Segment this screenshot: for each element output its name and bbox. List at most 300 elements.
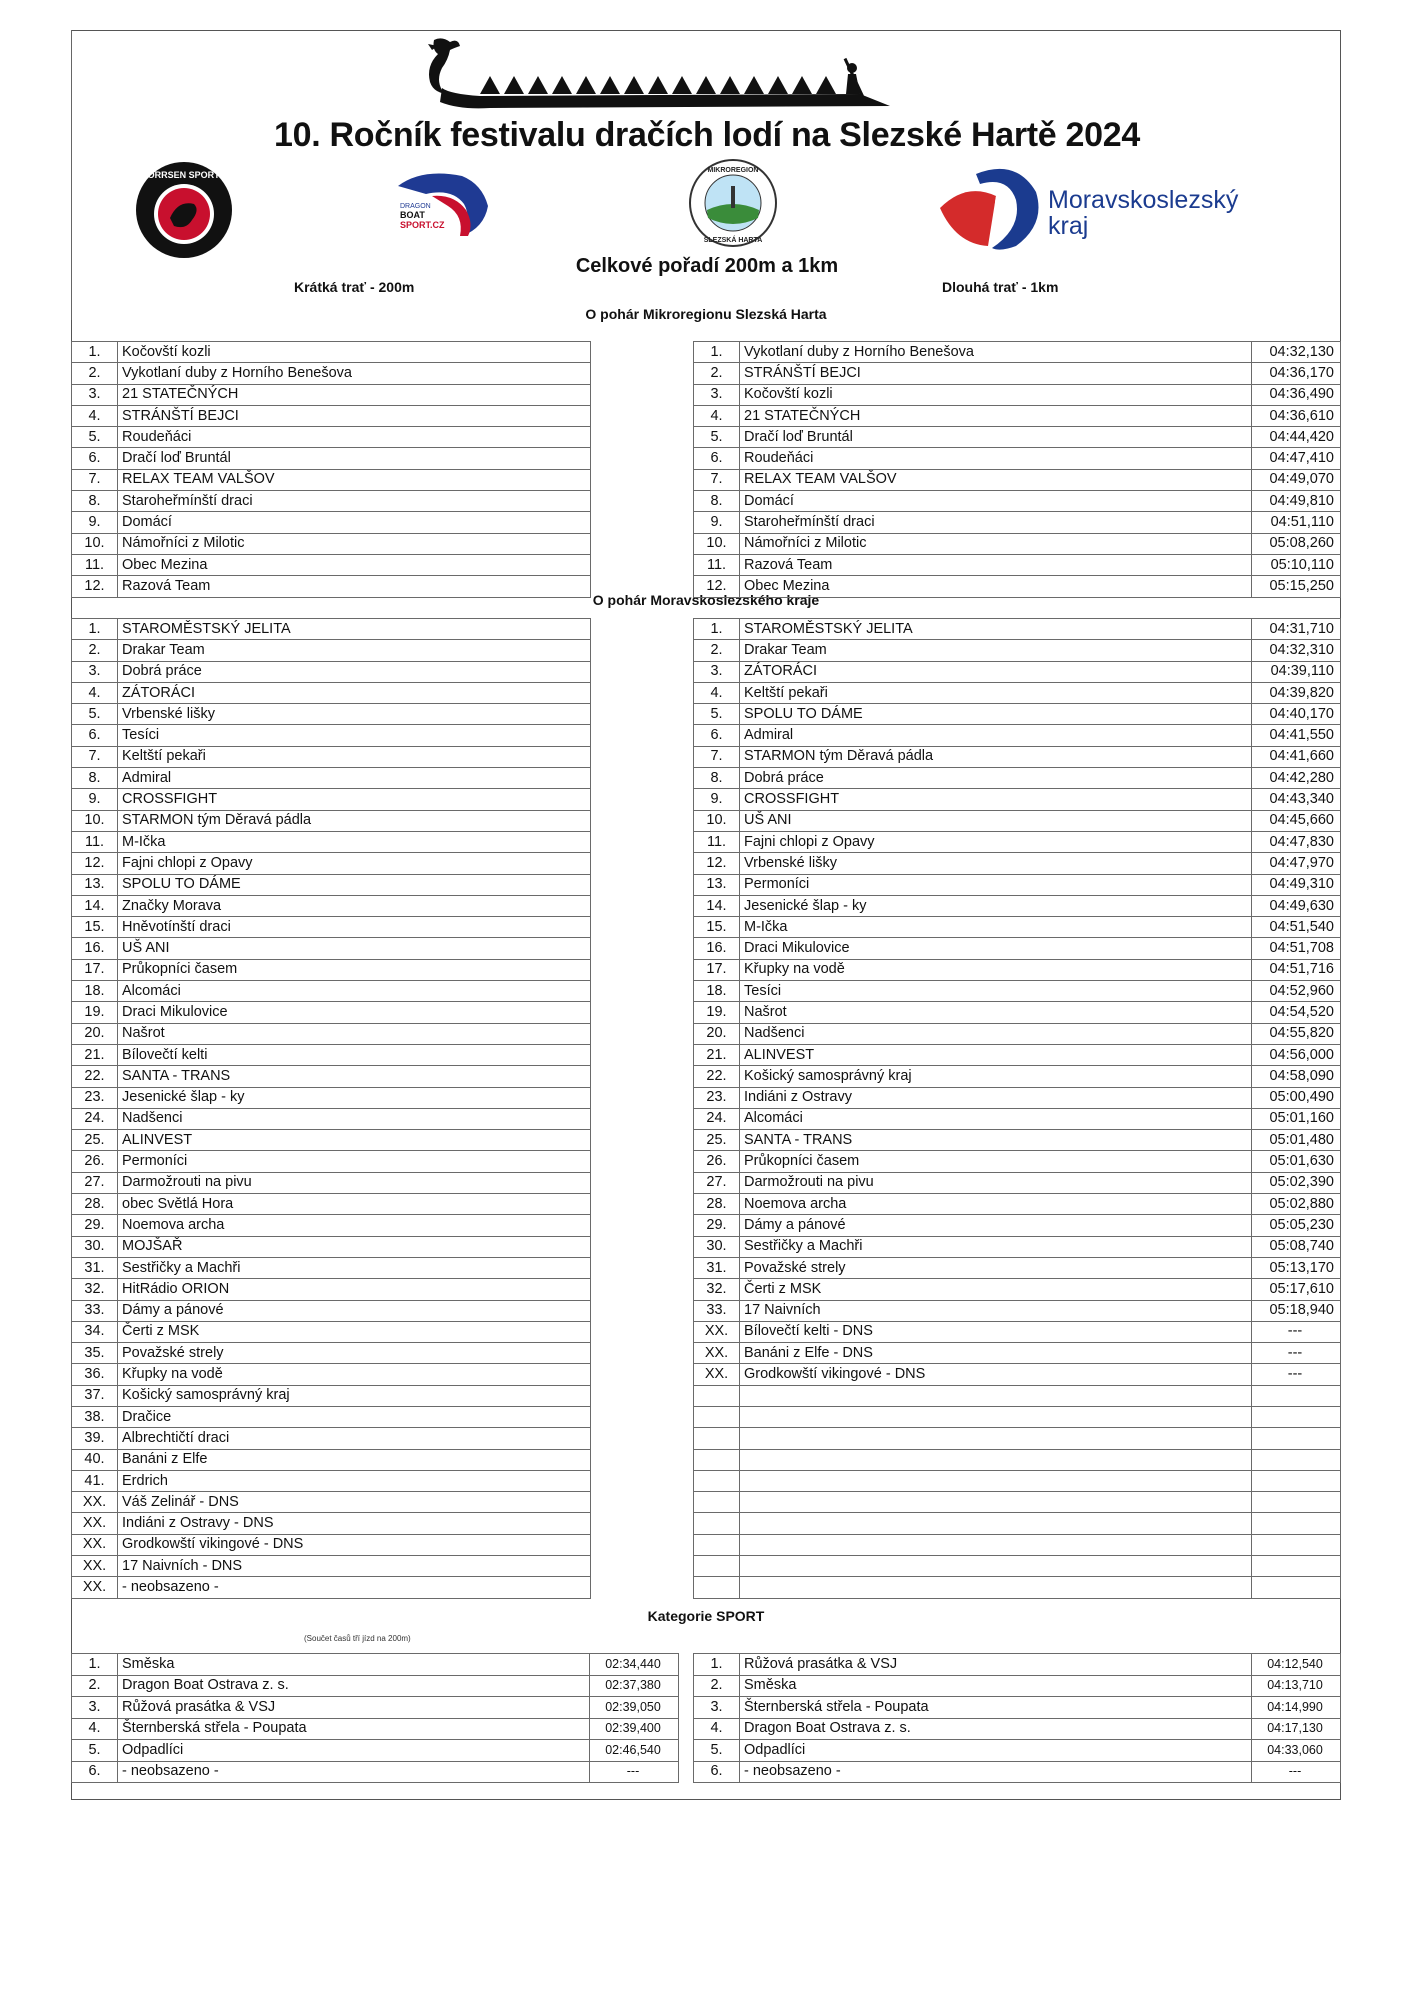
team-cell: Vrbenské lišky: [118, 704, 591, 725]
table-row: [694, 1087, 1341, 1108]
table-row: [694, 1108, 1341, 1129]
team-cell: UŠ ANI: [118, 938, 591, 959]
time-cell: ---: [1252, 1761, 1341, 1783]
rank-cell: 9.: [72, 512, 118, 533]
table-row: [72, 1428, 591, 1449]
time-cell: [1252, 1470, 1341, 1491]
table-row: [694, 1066, 1341, 1087]
team-cell: Grodkowští vikingové - DNS: [740, 1364, 1252, 1385]
rank-cell: 11.: [694, 554, 740, 575]
rank-cell: XX.: [694, 1321, 740, 1342]
team-cell: Směska: [118, 1654, 590, 1676]
team-cell: Značky Morava: [118, 895, 591, 916]
table-row: [72, 405, 591, 426]
time-cell: 04:32,310: [1252, 640, 1341, 661]
time-cell: [1252, 1534, 1341, 1555]
table-row: [694, 1428, 1341, 1449]
time-cell: 04:39,110: [1252, 661, 1341, 682]
time-cell: 04:49,070: [1252, 469, 1341, 490]
table-row: [694, 1172, 1341, 1193]
mikro-short-table: [71, 341, 591, 598]
team-cell: CROSSFIGHT: [118, 789, 591, 810]
team-cell: Permoníci: [118, 1151, 591, 1172]
time-cell: 05:01,480: [1252, 1130, 1341, 1151]
rank-cell: [694, 1534, 740, 1555]
team-cell: Admiral: [740, 725, 1252, 746]
rank-cell: 28.: [72, 1194, 118, 1215]
team-cell: Indiáni z Ostravy: [740, 1087, 1252, 1108]
team-cell: [740, 1492, 1252, 1513]
rank-cell: 16.: [72, 938, 118, 959]
team-cell: Dračí loď Bruntál: [118, 448, 591, 469]
team-cell: Fajni chlopi z Opavy: [118, 853, 591, 874]
team-cell: [740, 1428, 1252, 1449]
rank-cell: 8.: [694, 768, 740, 789]
time-cell: 05:13,170: [1252, 1257, 1341, 1278]
time-cell: 04:14,990: [1252, 1697, 1341, 1719]
team-cell: [740, 1534, 1252, 1555]
team-cell: Bílovečtí kelti - DNS: [740, 1321, 1252, 1342]
team-cell: 17 Naivních - DNS: [118, 1556, 591, 1577]
rank-cell: [694, 1577, 740, 1598]
table-row: [72, 491, 591, 512]
table-row: [72, 746, 591, 767]
team-cell: Dragon Boat Ostrava z. s.: [740, 1718, 1252, 1740]
team-cell: 17 Naivních: [740, 1300, 1252, 1321]
team-cell: SPOLU TO DÁME: [118, 874, 591, 895]
time-cell: 05:01,630: [1252, 1151, 1341, 1172]
table-row: [694, 576, 1341, 597]
time-cell: [1252, 1577, 1341, 1598]
rank-cell: 13.: [694, 874, 740, 895]
time-cell: 05:08,740: [1252, 1236, 1341, 1257]
table-row: [694, 1761, 1341, 1783]
time-cell: ---: [1252, 1364, 1341, 1385]
team-cell: [740, 1406, 1252, 1427]
rank-cell: 9.: [694, 512, 740, 533]
time-cell: 04:33,060: [1252, 1740, 1341, 1762]
rank-cell: 3.: [694, 661, 740, 682]
time-cell: 05:10,110: [1252, 554, 1341, 575]
table-row: [694, 1279, 1341, 1300]
rank-cell: 31.: [72, 1257, 118, 1278]
table-row: [694, 704, 1341, 725]
table-row: [72, 384, 591, 405]
rank-cell: XX.: [694, 1364, 740, 1385]
dragon-boat-graphic: [420, 36, 900, 112]
team-cell: Dobrá práce: [118, 661, 591, 682]
table-row: [72, 1761, 679, 1783]
time-cell: 04:31,710: [1252, 619, 1341, 640]
team-cell: Košický samosprávný kraj: [118, 1385, 591, 1406]
rank-cell: 11.: [72, 554, 118, 575]
team-cell: Nadšenci: [740, 1023, 1252, 1044]
team-cell: Darmožrouti na pivu: [118, 1172, 591, 1193]
rank-cell: XX.: [72, 1492, 118, 1513]
rank-cell: 40.: [72, 1449, 118, 1470]
team-cell: Vrbenské lišky: [740, 853, 1252, 874]
team-cell: SANTA - TRANS: [740, 1130, 1252, 1151]
team-cell: Košický samosprávný kraj: [740, 1066, 1252, 1087]
rank-cell: 10.: [694, 810, 740, 831]
team-cell: RELAX TEAM VALŠOV: [118, 469, 591, 490]
table-row: [72, 1321, 591, 1342]
table-row: [694, 1151, 1341, 1172]
team-cell: 21 STATEČNÝCH: [740, 405, 1252, 426]
table-row: [72, 1492, 591, 1513]
team-cell: Sestřičky a Machři: [740, 1236, 1252, 1257]
rank-cell: 12.: [694, 576, 740, 597]
table-row: [694, 1492, 1341, 1513]
rank-cell: 6.: [72, 725, 118, 746]
time-cell: 02:39,050: [590, 1697, 679, 1719]
page-title: 10. Ročník festivalu dračích lodí na Slezské Hartě 2024: [273, 116, 1140, 154]
time-cell: 04:13,710: [1252, 1675, 1341, 1697]
mikroregion-logo-top: MIKROREGION: [707, 167, 759, 174]
time-cell: [1252, 1513, 1341, 1534]
time-cell: 02:46,540: [590, 1740, 679, 1762]
team-cell: SPOLU TO DÁME: [740, 704, 1252, 725]
team-cell: Jesenické šlap - ky: [740, 895, 1252, 916]
team-cell: Dámy a pánové: [118, 1300, 591, 1321]
team-cell: Považské strely: [118, 1343, 591, 1364]
table-row: [694, 810, 1341, 831]
table-row: [72, 831, 591, 852]
rank-cell: 23.: [694, 1087, 740, 1108]
time-cell: 04:41,660: [1252, 746, 1341, 767]
team-cell: Váš Zelinář - DNS: [118, 1492, 591, 1513]
rank-cell: 7.: [694, 746, 740, 767]
rank-cell: 10.: [694, 533, 740, 554]
time-cell: 04:36,610: [1252, 405, 1341, 426]
time-cell: ---: [1252, 1321, 1341, 1342]
kraj-logo-line1: Moravskoslezský: [1048, 186, 1239, 214]
table-row: [694, 725, 1341, 746]
team-cell: Křupky na vodě: [118, 1364, 591, 1385]
table-row: [694, 1556, 1341, 1577]
table-row: [694, 384, 1341, 405]
team-cell: Obec Mezina: [740, 576, 1252, 597]
table-row: [72, 1470, 591, 1491]
team-cell: Obec Mezina: [118, 554, 591, 575]
table-row: [72, 1108, 591, 1129]
team-cell: [740, 1470, 1252, 1491]
section-title-mikroregion: O pohár Mikroregionu Slezská Harta: [585, 306, 827, 322]
rank-cell: 26.: [694, 1151, 740, 1172]
team-cell: STAROMĚSTSKÝ JELITA: [118, 619, 591, 640]
team-cell: Noemova archa: [740, 1194, 1252, 1215]
table-row: [72, 938, 591, 959]
team-cell: Keltští pekaři: [118, 746, 591, 767]
time-cell: 05:15,250: [1252, 576, 1341, 597]
table-row: [694, 1534, 1341, 1555]
rank-cell: 25.: [694, 1130, 740, 1151]
time-cell: 04:52,960: [1252, 981, 1341, 1002]
team-cell: 21 STATEČNÝCH: [118, 384, 591, 405]
rank-cell: 19.: [694, 1002, 740, 1023]
table-row: [72, 1449, 591, 1470]
table-row: [694, 1002, 1341, 1023]
table-row: [72, 554, 591, 575]
team-cell: Směska: [740, 1675, 1252, 1697]
rank-cell: 29.: [72, 1215, 118, 1236]
table-row: [694, 874, 1341, 895]
time-cell: 04:49,310: [1252, 874, 1341, 895]
time-cell: [1252, 1492, 1341, 1513]
rank-cell: 2.: [694, 363, 740, 384]
team-cell: Admiral: [118, 768, 591, 789]
team-cell: Keltští pekaři: [740, 682, 1252, 703]
time-cell: 04:36,490: [1252, 384, 1341, 405]
rank-cell: 39.: [72, 1428, 118, 1449]
table-row: [72, 1364, 591, 1385]
team-cell: [740, 1449, 1252, 1470]
rank-cell: 1.: [72, 1654, 118, 1676]
team-cell: Roudeňáci: [118, 427, 591, 448]
table-row: [694, 1023, 1341, 1044]
team-cell: UŠ ANI: [740, 810, 1252, 831]
sport-note: (Součet časů tří jízd na 200m): [304, 1634, 411, 1643]
table-row: [694, 768, 1341, 789]
time-cell: 04:51,110: [1252, 512, 1341, 533]
team-cell: Růžová prasátka & VSJ: [118, 1697, 590, 1719]
team-cell: Staroheřmínští draci: [740, 512, 1252, 533]
table-row: [72, 1257, 591, 1278]
rank-cell: 35.: [72, 1343, 118, 1364]
rank-cell: 5.: [694, 704, 740, 725]
table-row: [694, 1194, 1341, 1215]
time-cell: 04:44,420: [1252, 427, 1341, 448]
table-row: [694, 1364, 1341, 1385]
table-row: [72, 448, 591, 469]
rank-cell: 34.: [72, 1321, 118, 1342]
team-cell: Dračí loď Bruntál: [740, 427, 1252, 448]
team-cell: [740, 1577, 1252, 1598]
rank-cell: 38.: [72, 1406, 118, 1427]
table-row: [72, 1513, 591, 1534]
rank-cell: 30.: [694, 1236, 740, 1257]
long-track-heading: Dlouhá trať - 1km: [942, 279, 1059, 295]
rank-cell: 20.: [694, 1023, 740, 1044]
table-row: [694, 1215, 1341, 1236]
rank-cell: 8.: [694, 491, 740, 512]
table-row: [72, 427, 591, 448]
table-row: [72, 1087, 591, 1108]
table-row: [694, 533, 1341, 554]
table-row: [72, 512, 591, 533]
table-row: [72, 895, 591, 916]
rank-cell: [694, 1385, 740, 1406]
rank-cell: 1.: [694, 342, 740, 363]
time-cell: [1252, 1428, 1341, 1449]
table-row: [72, 959, 591, 980]
table-row: [694, 342, 1341, 363]
time-cell: [1252, 1385, 1341, 1406]
team-cell: [740, 1556, 1252, 1577]
team-cell: [740, 1513, 1252, 1534]
table-row: [694, 959, 1341, 980]
table-row: [72, 1151, 591, 1172]
rank-cell: 8.: [72, 768, 118, 789]
rank-cell: [694, 1470, 740, 1491]
time-cell: 04:47,410: [1252, 448, 1341, 469]
table-row: [694, 405, 1341, 426]
time-cell: [1252, 1449, 1341, 1470]
time-cell: 04:12,540: [1252, 1654, 1341, 1676]
team-cell: Drakar Team: [118, 640, 591, 661]
team-cell: - neobsazeno -: [740, 1761, 1252, 1783]
rank-cell: 29.: [694, 1215, 740, 1236]
table-row: [72, 1215, 591, 1236]
rank-cell: 22.: [694, 1066, 740, 1087]
table-row: [72, 1697, 679, 1719]
team-cell: Průkopníci časem: [740, 1151, 1252, 1172]
dragon-boat-sport-logo: [392, 166, 492, 238]
team-cell: Alcomáci: [118, 981, 591, 1002]
table-row: [694, 1130, 1341, 1151]
team-cell: Sestřičky a Machři: [118, 1257, 591, 1278]
time-cell: 04:42,280: [1252, 768, 1341, 789]
table-row: [694, 363, 1341, 384]
rank-cell: 1.: [694, 1654, 740, 1676]
table-row: [694, 1449, 1341, 1470]
table-row: [72, 1385, 591, 1406]
team-cell: Našrot: [740, 1002, 1252, 1023]
moravskoslezsky-kraj-logo: [936, 162, 1256, 252]
table-row: [694, 981, 1341, 1002]
rank-cell: 13.: [72, 874, 118, 895]
table-row: [694, 661, 1341, 682]
team-cell: Tesíci: [118, 725, 591, 746]
team-cell: Draci Mikulovice: [740, 938, 1252, 959]
table-row: [72, 1172, 591, 1193]
table-row: [694, 469, 1341, 490]
team-cell: Noemova archa: [118, 1215, 591, 1236]
table-row: [694, 1044, 1341, 1065]
table-row: [72, 1066, 591, 1087]
kraj-logo-line2: kraj: [1048, 212, 1089, 240]
section-title-kraj: O pohár Moravskoslezského kraje: [592, 592, 820, 608]
team-cell: Dragon Boat Ostrava z. s.: [118, 1675, 590, 1697]
rank-cell: XX.: [72, 1513, 118, 1534]
team-cell: ALINVEST: [740, 1044, 1252, 1065]
sport-short-table: [71, 1653, 679, 1783]
team-cell: Fajni chlopi z Opavy: [740, 831, 1252, 852]
table-row: [72, 1675, 679, 1697]
team-cell: Kočovští kozli: [118, 342, 591, 363]
team-cell: Vykotlaní duby z Horního Benešova: [740, 342, 1252, 363]
time-cell: 04:47,830: [1252, 831, 1341, 852]
rank-cell: 6.: [694, 448, 740, 469]
rank-cell: 5.: [694, 427, 740, 448]
rank-cell: 3.: [72, 1697, 118, 1719]
rank-cell: 41.: [72, 1470, 118, 1491]
rank-cell: 27.: [72, 1172, 118, 1193]
table-row: [694, 1470, 1341, 1491]
time-cell: 04:58,090: [1252, 1066, 1341, 1087]
team-cell: CROSSFIGHT: [740, 789, 1252, 810]
table-row: [72, 682, 591, 703]
rank-cell: 10.: [72, 810, 118, 831]
time-cell: 04:51,708: [1252, 938, 1341, 959]
table-row: [694, 491, 1341, 512]
rank-cell: 12.: [72, 853, 118, 874]
table-row: [694, 682, 1341, 703]
boat-logo-line2: BOAT: [400, 210, 425, 220]
time-cell: ---: [590, 1761, 679, 1783]
team-cell: Šternberská střela - Poupata: [740, 1697, 1252, 1719]
team-cell: Odpadlíci: [118, 1740, 590, 1762]
team-cell: Považské strely: [740, 1257, 1252, 1278]
time-cell: 04:41,550: [1252, 725, 1341, 746]
team-cell: M-Ička: [740, 917, 1252, 938]
team-cell: Indiáni z Ostravy - DNS: [118, 1513, 591, 1534]
table-row: [694, 1697, 1341, 1719]
kraj-short-table: [71, 618, 591, 1599]
rank-cell: 7.: [694, 469, 740, 490]
table-row: [694, 619, 1341, 640]
table-row: [694, 1321, 1341, 1342]
table-row: [694, 512, 1341, 533]
team-cell: RELAX TEAM VALŠOV: [740, 469, 1252, 490]
rank-cell: XX.: [694, 1343, 740, 1364]
team-cell: Křupky na vodě: [740, 959, 1252, 980]
rank-cell: 14.: [694, 895, 740, 916]
rank-cell: 4.: [72, 1718, 118, 1740]
table-row: [694, 1718, 1341, 1740]
time-cell: 04:47,970: [1252, 853, 1341, 874]
rank-cell: 1.: [694, 619, 740, 640]
rank-cell: 6.: [72, 1761, 118, 1783]
table-row: [72, 1556, 591, 1577]
rank-cell: 9.: [694, 789, 740, 810]
rank-cell: 6.: [694, 725, 740, 746]
table-row: [72, 661, 591, 682]
time-cell: 02:39,400: [590, 1718, 679, 1740]
table-row: [72, 619, 591, 640]
rank-cell: 3.: [694, 1697, 740, 1719]
table-row: [694, 640, 1341, 661]
table-row: [72, 640, 591, 661]
rank-cell: [694, 1492, 740, 1513]
table-row: [694, 938, 1341, 959]
mikroregion-logo: [688, 158, 778, 248]
time-cell: 04:43,340: [1252, 789, 1341, 810]
time-cell: 04:32,130: [1252, 342, 1341, 363]
rank-cell: 5.: [72, 1740, 118, 1762]
rank-cell: 17.: [694, 959, 740, 980]
time-cell: 04:36,170: [1252, 363, 1341, 384]
team-cell: [740, 1385, 1252, 1406]
rank-cell: 3.: [72, 384, 118, 405]
team-cell: Banáni z Elfe - DNS: [740, 1343, 1252, 1364]
table-row: [72, 1279, 591, 1300]
table-row: [72, 1718, 679, 1740]
rank-cell: [694, 1513, 740, 1534]
team-cell: Roudeňáci: [740, 448, 1252, 469]
rank-cell: 28.: [694, 1194, 740, 1215]
time-cell: 04:40,170: [1252, 704, 1341, 725]
team-cell: Nadšenci: [118, 1108, 591, 1129]
rank-cell: 5.: [72, 704, 118, 725]
rank-cell: 2.: [72, 1675, 118, 1697]
time-cell: 05:08,260: [1252, 533, 1341, 554]
team-cell: ZÁTORÁCI: [740, 661, 1252, 682]
rank-cell: XX.: [72, 1577, 118, 1598]
table-row: [694, 427, 1341, 448]
team-cell: STAROMĚSTSKÝ JELITA: [740, 619, 1252, 640]
table-row: [72, 704, 591, 725]
